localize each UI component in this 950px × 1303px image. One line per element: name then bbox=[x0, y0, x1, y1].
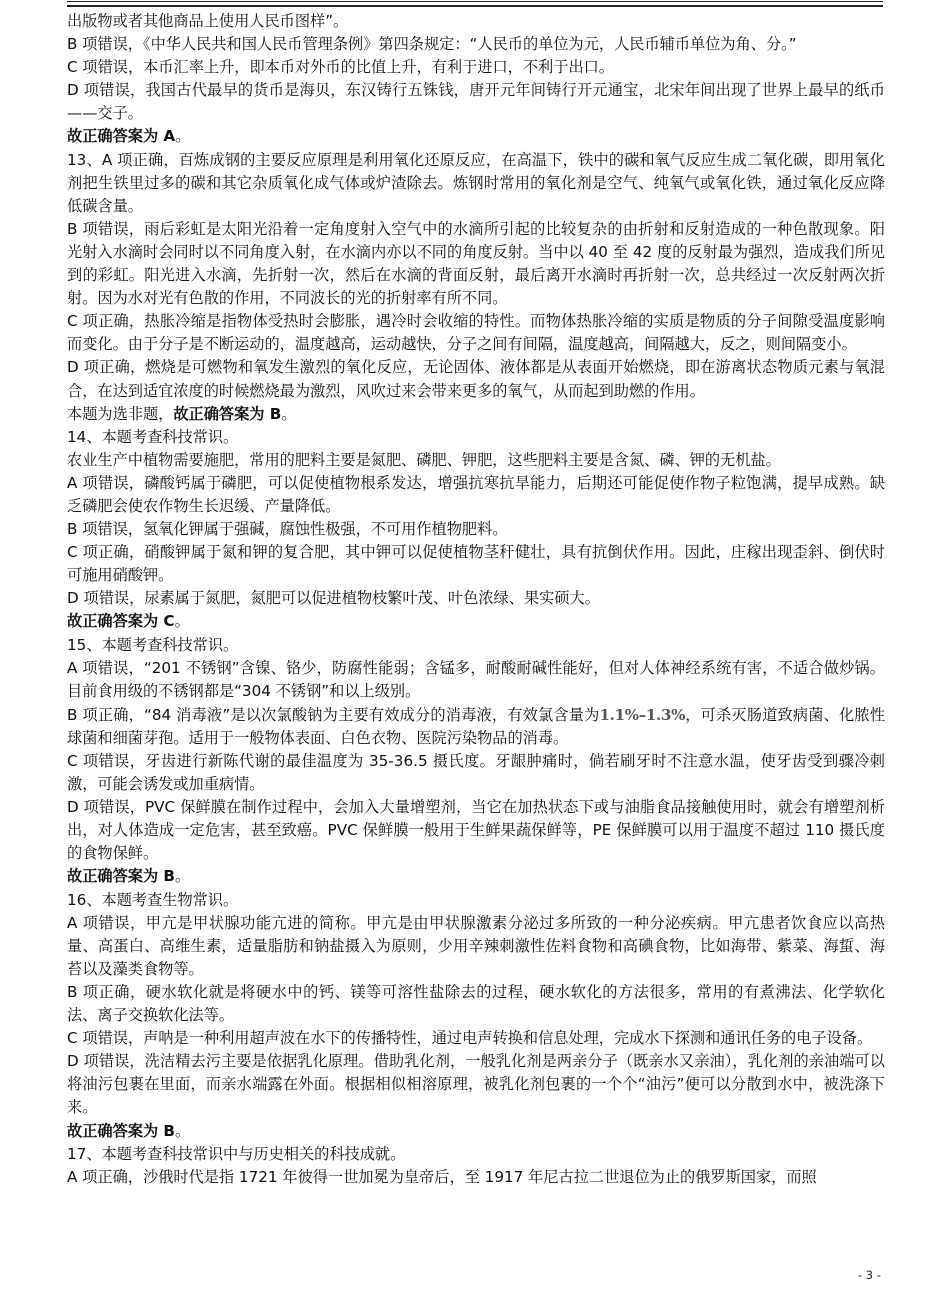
paragraph: A 项错误，“201 不锈钢”含镍、铬少，防腐性能弱；含锰多，耐酸耐碱性能好，但对人体神经系统有害，不适合做炒锅。目前食用级的不锈钢都是“304 不锈钢”和以上级别。 bbox=[67, 658, 885, 700]
question-13: 13、A 项正确，百炼成钢的主要反应原理是利用氧化还原反应，在高温下，铁中的碳和氧气反应生成二氧化碳，即用氧化剂把生铁里过多的碳和其它杂质氧化成气体或炉渣除去。炼钢时常用的氧化剂是空气、纯氧气或氧化铁，通过氧化反应降低碳含量。 bbox=[67, 150, 885, 215]
paragraph: D 项正确，燃烧是可燃物和氧发生激烈的氧化反应，无论固体、液体都是从表面开始燃烧，即在游离状态物质元素与氧混合，在达到适宜浓度的时候燃烧最为激烈，风吹过来会带来更多的氧气，从而起到助燃的作用。 bbox=[67, 358, 885, 400]
paragraph: C 项错误，牙齿进行新陈代谢的最佳温度为 35-36.5 摄氏度。牙龈肿痛时，倘若刷牙时不注意水温，使牙齿受到骤冷刺激，可能会诱发或加重病情。 bbox=[67, 752, 885, 794]
paragraph: B 项错误，氢氧化钾属于强碱，腐蚀性极强，不可用作植物肥料。 bbox=[67, 520, 508, 539]
paragraph: A 项错误，甲亢是甲状腺功能亢进的简称。甲亢是由甲状腺激素分泌过多所致的一种分泌疾病。甲亢患者饮食应以高热量、高蛋白、高维生素，适量脂肪和钠盐摄入为原则，少用辛辣刺激性佐料食物和高碘食物，比如海带、紫菜、海蜇、海苔以及藻类食物等。 bbox=[67, 913, 885, 978]
answer-line: 故正确答案为 B。 bbox=[67, 1121, 191, 1140]
paragraph: B 项错误，雨后彩虹是太阳光沿着一定角度射入空气中的水滴所引起的比较复杂的由折射和反射造成的一种色散现象。阳光射入水滴时会同时以不同角度入射，在水滴内亦以不同的角度反射。当中以 40 至 42 度的反射最为强烈，造成我们所见到的彩虹。阳光进入水滴，先折射一次，然后在水滴的背面反射，最后离开水滴时再折射一次，总共经过一次反射两次折射。因为水对光有色散的作用，不同波长的光的折射率有所不同。 bbox=[67, 219, 885, 308]
paragraph: 出版物或者其他商品上使用人民币图样”。 bbox=[67, 12, 349, 30]
paragraph: 农业生产中植物需要施肥，常用的肥料主要是氮肥、磷肥、钾肥，这些肥料主要是含氮、磷、钾的无机盐。 bbox=[67, 450, 781, 469]
page-number: - 3 - bbox=[858, 1268, 881, 1282]
question-14: 14、本题考查科技常识。 bbox=[67, 427, 239, 446]
answer-line: 故正确答案为 B。 bbox=[67, 867, 191, 886]
paragraph: C 项正确，硝酸钾属于氮和钾的复合肥，其中钾可以促使植物茎秆健壮，具有抗倒伏作用。因此，庄稼出现歪斜、倒伏时可施用硝酸钾。 bbox=[67, 543, 885, 585]
paragraph: C 项正确，热胀冷缩是指物体受热时会膨胀，遇冷时会收缩的特性。而物体热胀冷缩的实质是物质的分子间隙受温度影响而变化。由于分子是不断运动的，温度越高，运动越快，分子之间有间隔，温度越高，间隔越大，反之，则间隔变小。 bbox=[67, 312, 885, 354]
answer-line: 故正确答案为 C。 bbox=[67, 612, 190, 631]
paragraph: C 项错误，声呐是一种利用超声波在水下的传播特性，通过电声转换和信息处理，完成水下探测和通讯任务的电子设备。 bbox=[67, 1029, 873, 1048]
paragraph: B 项正确，“84 消毒液”是以次氯酸钠为主要有效成分的消毒液，有效氯含量为1.1%–1.3%，可杀灭肠道致病菌、化脓性球菌和细菌芽孢。适用于一般物体表面、白色衣物、医院污染物品的消毒。 bbox=[67, 705, 886, 747]
paragraph: B 项错误，《中华人民共和国人民币管理条例》第四条规定：“人民币的单位为元，人民币辅币单位为角、分。” bbox=[67, 35, 797, 54]
document-body bbox=[67, 10, 885, 1189]
header-rule-thick bbox=[67, 5, 883, 7]
question-17: 17、本题考查科技常识中与历史相关的科技成就。 bbox=[67, 1144, 406, 1163]
question-15: 15、本题考查科技常识。 bbox=[67, 635, 239, 654]
answer-line: 本题为选非题，故正确答案为 B。 bbox=[67, 404, 297, 423]
paragraph: D 项错误，尿素属于氮肥，氮肥可以促进植物枝繁叶茂、叶色浓绿、果实硕大。 bbox=[67, 589, 600, 608]
answer-line: 故正确答案为 A。 bbox=[67, 127, 191, 146]
formula-image: 1.1%–1.3% bbox=[599, 705, 686, 724]
question-16: 16、本题考查生物常识。 bbox=[67, 890, 239, 909]
header-rule bbox=[67, 1, 883, 2]
paragraph: C 项错误，本币汇率上升，即本币对外币的比值上升，有利于进口，不利于出口。 bbox=[67, 58, 614, 77]
paragraph: A 项错误，磷酸钙属于磷肥，可以促使植物根系发达，增强抗寒抗旱能力，后期还可能促使作物子粒饱满，提早成熟。缺乏磷肥会使农作物生长迟缓、产量降低。 bbox=[67, 473, 885, 515]
paragraph: D 项错误，我国古代最早的货币是海贝，东汉铸行五铢钱，唐开元年间铸行开元通宝，北宋年间出现了世界上最早的纸币——交子。 bbox=[67, 81, 885, 123]
paragraph: D 项错误，PVC 保鲜膜在制作过程中，会加入大量增塑剂，当它在加热状态下或与油脂食品接触使用时，就会有增塑剂析出，对人体造成一定危害，甚至致癌。PVC 保鲜膜一般用于生鲜果蔬保鲜等，PE 保鲜膜可以用于温度不超过 110 摄氏度的食物保鲜。 bbox=[67, 798, 885, 863]
paragraph: A 项正确，沙俄时代是指 1721 年彼得一世加冕为皇帝后，至 1917 年尼古拉二世退位为止的俄罗斯国家，而照 bbox=[67, 1167, 817, 1186]
paragraph: B 项正确，硬水软化就是将硬水中的钙、镁等可溶性盐除去的过程，硬水软化的方法很多，常用的有煮沸法、化学软化法、离子交换软化法等。 bbox=[67, 982, 885, 1025]
paragraph: D 项错误，洗洁精去污主要是依据乳化原理。借助乳化剂，一般乳化剂是两亲分子（既亲水又亲油），乳化剂的亲油端可以将油污包裹在里面，而亲水端露在外面。根据相似相溶原理，被乳化剂包裹的一个个“油污”便可以分散到水中，被洗涤下来。 bbox=[67, 1052, 885, 1117]
